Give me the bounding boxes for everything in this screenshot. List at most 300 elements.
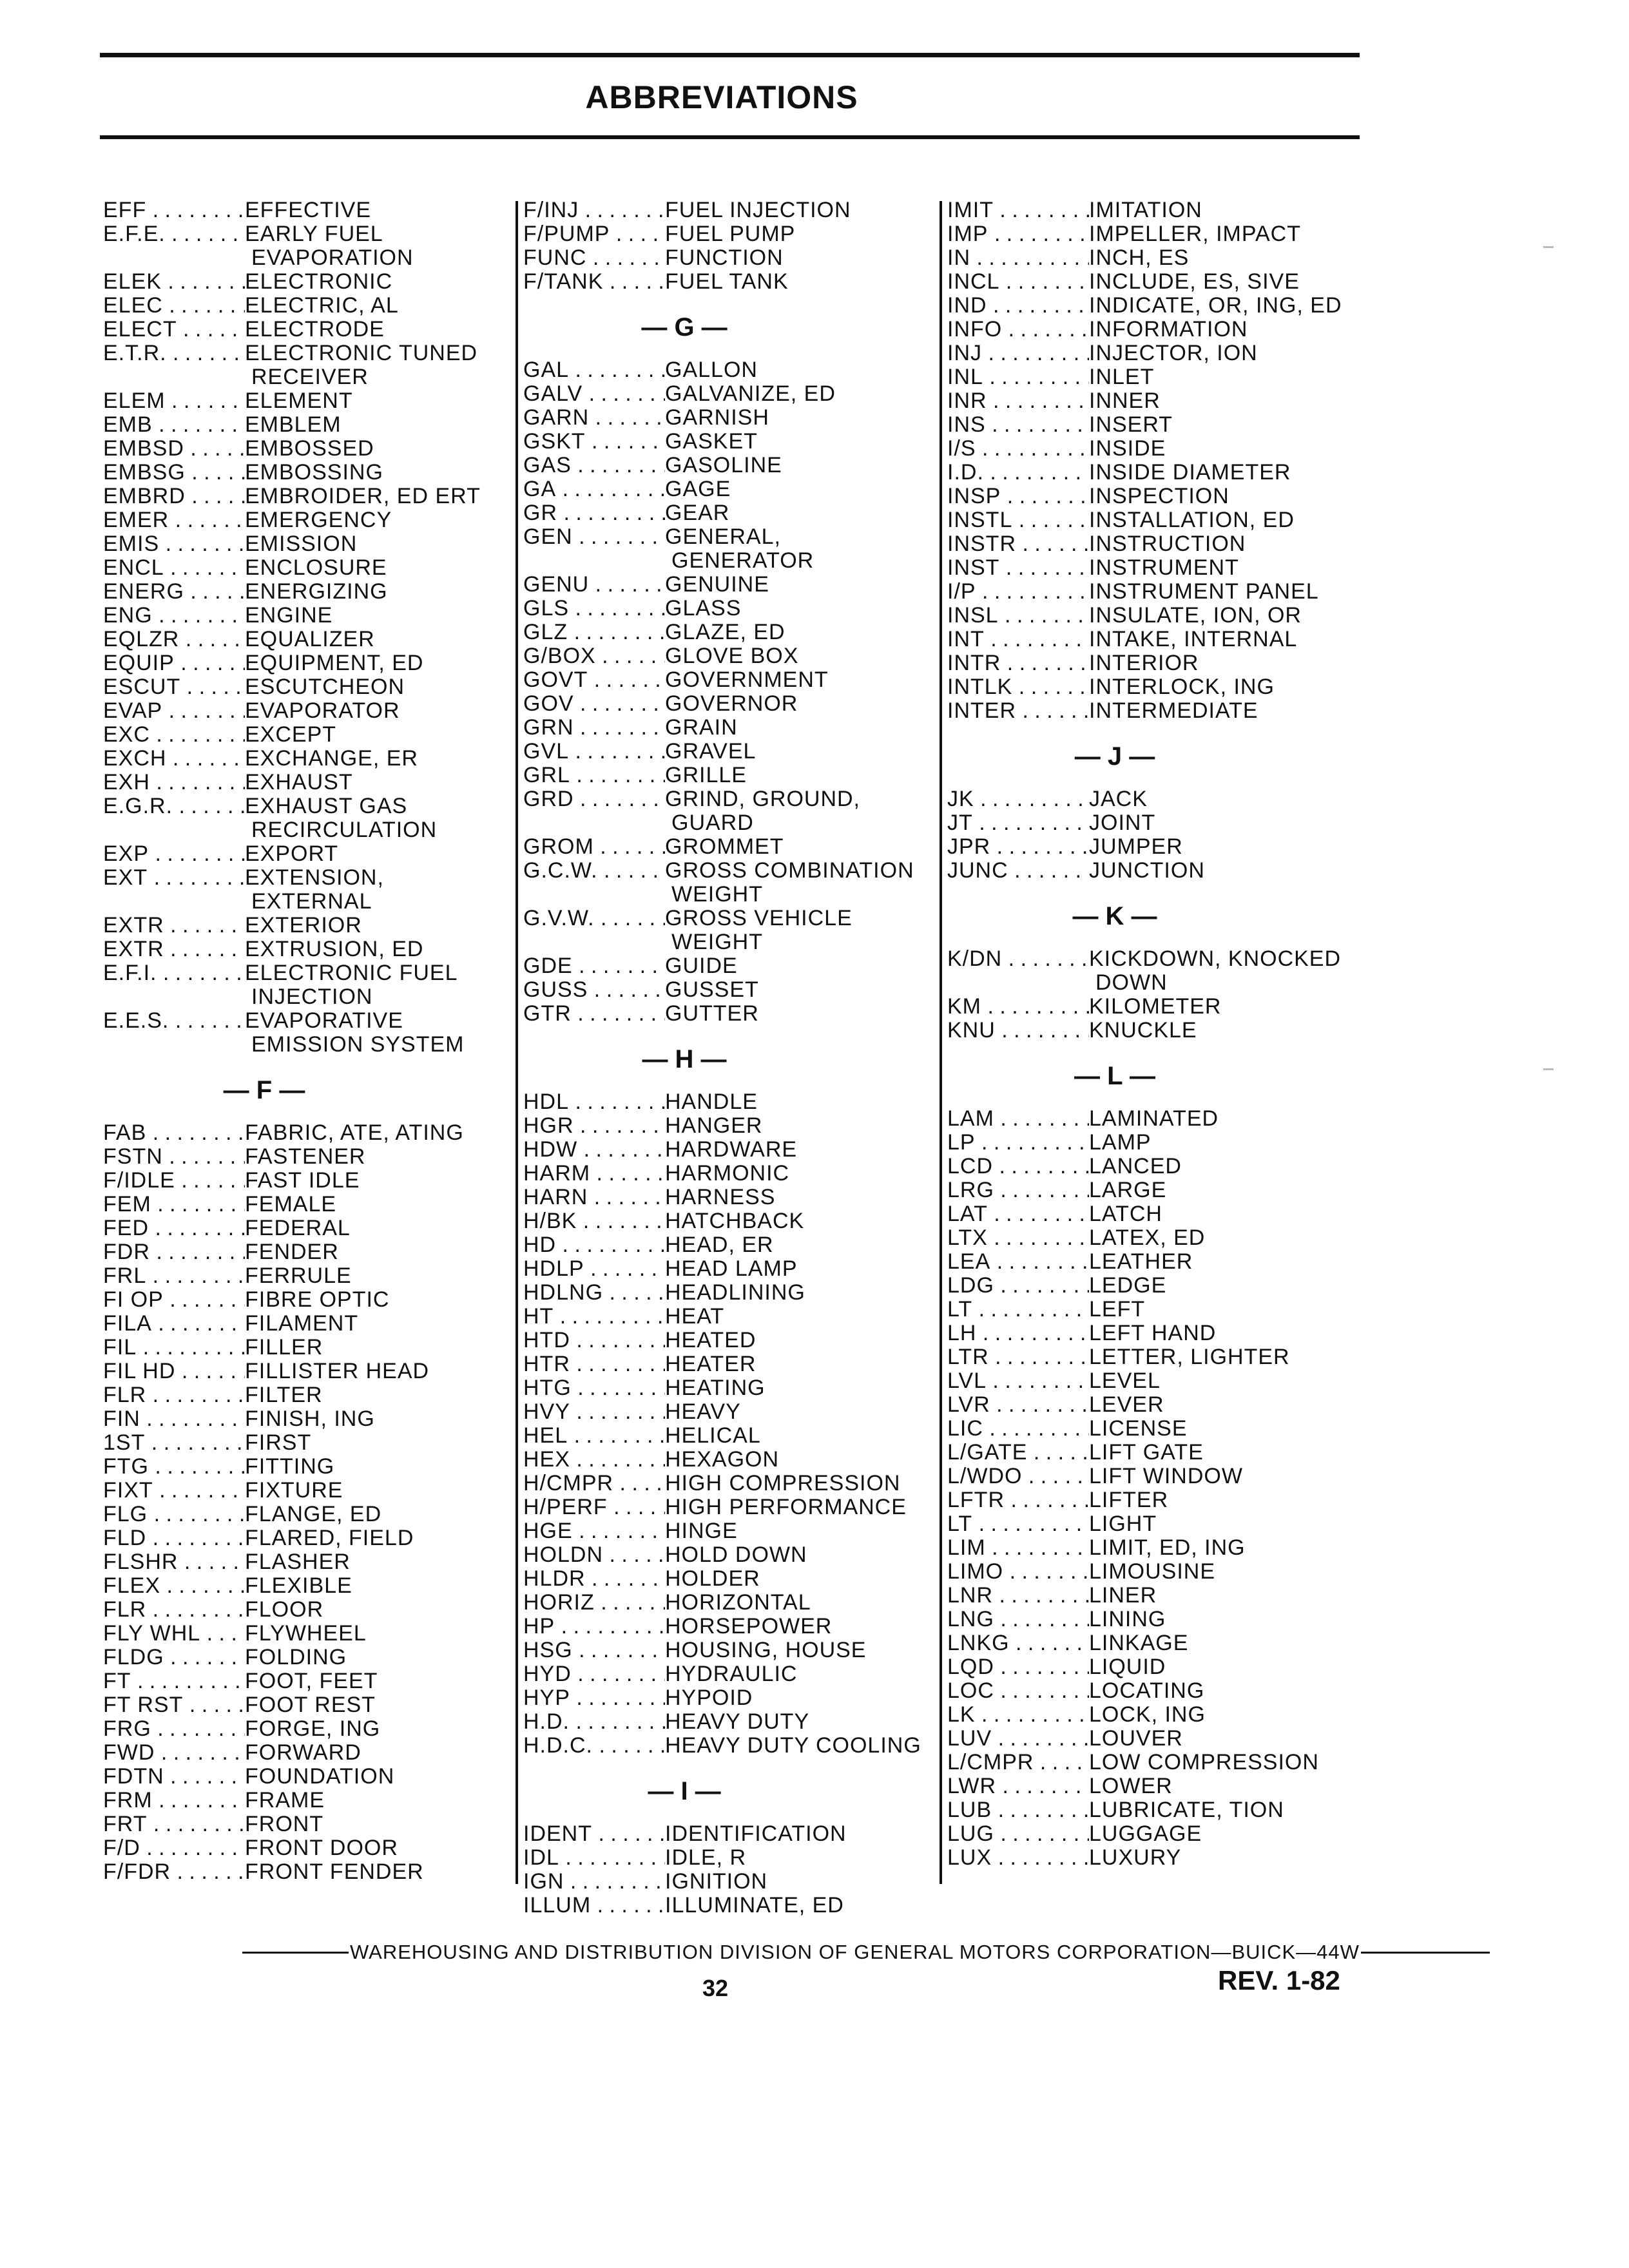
abbreviation: GARN . . . [523, 406, 665, 430]
abbreviation-meaning: HEAD LAMP [665, 1256, 798, 1281]
abbreviation-meaning-line: DOWN [1095, 970, 1168, 995]
abbreviation-entry [947, 1393, 1360, 1417]
abbreviation: INSP . . . [947, 485, 1089, 508]
abbreviation-meaning: HARMONIC [665, 1161, 790, 1186]
abbreviation-entry [947, 1298, 1360, 1321]
abbreviation-meaning: INDICATE, OR, ING, ED [1089, 293, 1342, 318]
abbreviation: LEA . . . [947, 1250, 1089, 1274]
abbreviation: INSTL . . . [947, 508, 1089, 532]
abbreviation-entry [523, 907, 923, 930]
abbreviation: HYD . . . [523, 1662, 665, 1686]
abbreviation-entry [103, 961, 503, 985]
abbreviation-entry [103, 1169, 503, 1193]
abbreviation-meaning: LINING [1089, 1607, 1166, 1631]
abbreviation-meaning: FOLDING [245, 1645, 347, 1669]
abbreviation-entry [103, 270, 503, 294]
abbreviation-meaning: LEFT [1089, 1297, 1146, 1321]
abbreviation-meaning: IDLE, R [665, 1845, 747, 1870]
abbreviation-meaning: LUGGAGE [1089, 1821, 1202, 1846]
abbreviation: EMBSD . . . [103, 437, 245, 461]
abbreviation-meaning: LARGE [1089, 1178, 1167, 1202]
abbreviation: HT . . . [523, 1305, 665, 1329]
abbreviation: INTER . . . [947, 699, 1089, 723]
abbreviation: JT . . . [947, 811, 1089, 835]
abbreviation-entry [103, 1598, 503, 1622]
abbreviation-entry [947, 1441, 1360, 1465]
abbreviation-meaning: INTAKE, INTERNAL [1089, 627, 1298, 651]
abbreviation-meaning: INSIDE [1089, 436, 1166, 461]
abbreviation-meaning: HEATED [665, 1328, 757, 1352]
abbreviation-meaning: FABRIC, ATE, ATING [245, 1120, 464, 1145]
abbreviation-meaning: ELECTRONIC TUNED [245, 341, 478, 365]
revision-label: REV. 1-82 [1218, 1965, 1340, 1995]
abbreviation-meaning: FOUNDATION [245, 1764, 395, 1789]
section-heading: — L — [1074, 1062, 1155, 1090]
abbreviation-meaning: HORSEPOWER [665, 1614, 833, 1639]
abbreviation-meaning: GALLON [665, 358, 758, 382]
abbreviation: IND . . . [947, 294, 1089, 318]
abbreviation-meaning: LOW COMPRESSION [1089, 1750, 1319, 1774]
abbreviation: GRN . . . [523, 716, 665, 740]
abbreviation: LUG . . . [947, 1822, 1089, 1846]
abbreviation: INR . . . [947, 389, 1089, 413]
abbreviation: G/BOX . . . [523, 644, 665, 668]
abbreviation-meaning: LINKAGE [1089, 1631, 1189, 1655]
abbreviation-meaning: INTERLOCK, ING [1089, 675, 1275, 699]
abbreviation-entry [947, 1798, 1360, 1822]
abbreviation: GR . . . [523, 501, 665, 525]
abbreviation-entry [947, 1369, 1360, 1393]
abbreviation: ESCUT . . . [103, 675, 245, 699]
abbreviation-entry [947, 270, 1360, 294]
abbreviation-meaning: GRILLE [665, 763, 747, 787]
abbreviation: INT . . . [947, 628, 1089, 651]
abbreviation-entry [947, 1155, 1360, 1178]
abbreviation-meaning: IMITATION [1089, 198, 1202, 222]
abbreviation-entry [523, 1002, 923, 1026]
abbreviation-meaning: LUBRICATE, TION [1089, 1798, 1284, 1822]
abbreviation: LWR . . . [947, 1774, 1089, 1798]
abbreviation: FRT . . . [103, 1812, 245, 1836]
abbreviation: FLDG . . . [103, 1646, 245, 1669]
abbreviation-meaning: GOVERNOR [665, 691, 798, 716]
abbreviation-meaning-continued [103, 890, 503, 914]
abbreviation-meaning: GRIND, GROUND, [665, 787, 860, 811]
abbreviation: GUSS . . . [523, 978, 665, 1002]
abbreviation: EXH . . . [103, 771, 245, 794]
abbreviation-meaning-continued [947, 971, 1360, 995]
abbreviation: INS . . . [947, 413, 1089, 437]
abbreviation: JPR . . . [947, 835, 1089, 859]
abbreviation-meaning: FIXTURE [245, 1478, 343, 1503]
abbreviation-entry [103, 604, 503, 628]
abbreviation: GALV . . . [523, 382, 665, 406]
abbreviation-meaning: KNUCKLE [1089, 1018, 1197, 1043]
abbreviation: ELEK . . . [103, 270, 245, 294]
abbreviation-meaning: EXHAUST [245, 770, 353, 794]
abbreviation-entry [523, 573, 923, 597]
abbreviation-meaning: FRONT FENDER [245, 1860, 424, 1884]
abbreviation: INSTR . . . [947, 532, 1089, 556]
abbreviation-entry [103, 1288, 503, 1312]
abbreviation: IMP . . . [947, 222, 1089, 246]
abbreviation: INTLK . . . [947, 675, 1089, 699]
abbreviation-entry [103, 842, 503, 866]
abbreviation-meaning: FLYWHEEL [245, 1621, 367, 1646]
abbreviation-meaning: INNER [1089, 389, 1161, 413]
abbreviation-entry [523, 430, 923, 454]
abbreviation-meaning: LEVER [1089, 1392, 1164, 1417]
abbreviation: IN . . . [947, 246, 1089, 270]
abbreviation: FT RST . . . [103, 1693, 245, 1717]
abbreviation-entry [103, 1240, 503, 1264]
abbreviation-entry [103, 1860, 503, 1884]
abbreviation-entry [523, 1114, 923, 1138]
abbreviation-entry [947, 1655, 1360, 1679]
abbreviation-meaning: INCH, ES [1089, 245, 1190, 270]
abbreviation: LP . . . [947, 1131, 1089, 1155]
abbreviation-entry [523, 668, 923, 692]
abbreviation-entry [103, 651, 503, 675]
abbreviation: FLR . . . [103, 1598, 245, 1622]
abbreviation-meaning: GUTTER [665, 1001, 759, 1026]
abbreviation-meaning: EXCHANGE, ER [245, 746, 418, 771]
abbreviation-entry [523, 1567, 923, 1591]
abbreviation: KNU . . . [947, 1019, 1089, 1043]
abbreviation: GRL . . . [523, 764, 665, 787]
abbreviation: JK . . . [947, 787, 1089, 811]
abbreviation-entry [103, 1550, 503, 1574]
abbreviation-entry [523, 1639, 923, 1662]
abbreviation: LAT . . . [947, 1202, 1089, 1226]
abbreviation-entry [947, 413, 1360, 437]
abbreviation-meaning-line: GUARD [671, 811, 754, 835]
abbreviation-entry [947, 437, 1360, 461]
abbreviation: F/INJ . . . [523, 198, 665, 222]
abbreviation: G.V.W. . . . [523, 907, 665, 930]
abbreviation: FDTN . . . [103, 1765, 245, 1789]
abbreviation: INJ . . . [947, 341, 1089, 365]
abbreviation: 1ST . . . [103, 1431, 245, 1455]
abbreviation-entry [103, 1693, 503, 1717]
abbreviation-entry [523, 1257, 923, 1281]
abbreviation-meaning: HEAT [665, 1304, 725, 1329]
abbreviation-meaning: JACK [1089, 787, 1148, 811]
abbreviation: FLEX . . . [103, 1574, 245, 1598]
abbreviation: GEN . . . [523, 525, 665, 549]
abbreviation: FUNC . . . [523, 246, 665, 270]
abbreviation-entry [523, 1822, 923, 1846]
abbreviation: IDL . . . [523, 1846, 665, 1870]
abbreviation-entry [103, 341, 503, 365]
abbreviation-entry [947, 1417, 1360, 1441]
abbreviation-meaning-continued [523, 930, 923, 954]
abbreviation: INCL . . . [947, 270, 1089, 294]
abbreviation-meaning: EFFECTIVE [245, 198, 372, 222]
abbreviation: E.E.S. . . . [103, 1009, 245, 1033]
abbreviation: INFO . . . [947, 318, 1089, 341]
abbreviation-meaning: GOVERNMENT [665, 668, 829, 692]
abbreviation: FI OP . . . [103, 1288, 245, 1312]
abbreviation-entry [523, 270, 923, 294]
abbreviation: LRG . . . [947, 1178, 1089, 1202]
abbreviation: GSKT . . . [523, 430, 665, 454]
abbreviation: HEL . . . [523, 1424, 665, 1448]
abbreviation-meaning: LIFT WINDOW [1089, 1464, 1243, 1488]
abbreviation-meaning: FORGE, ING [245, 1716, 381, 1741]
abbreviation-meaning: EXTENSION, [245, 865, 384, 890]
abbreviation-meaning: HEAVY DUTY [665, 1709, 810, 1734]
abbreviation-meaning: JUNCTION [1089, 858, 1205, 883]
abbreviation: ENERG . . . [103, 580, 245, 604]
abbreviation-entry [947, 485, 1360, 508]
abbreviation-meaning: FLANGE, ED [245, 1502, 382, 1526]
abbreviation-entry [103, 222, 503, 246]
abbreviation: F/D . . . [103, 1836, 245, 1860]
abbreviation-meaning: LATCH [1089, 1202, 1162, 1226]
abbreviation: FLSHR . . . [103, 1550, 245, 1574]
abbreviation: EQLZR . . . [103, 628, 245, 651]
abbreviation-meaning-line: WEIGHT [671, 930, 763, 954]
abbreviation-entry [523, 1710, 923, 1734]
abbreviation-meaning: ENERGIZING [245, 579, 388, 604]
abbreviation-meaning-line: WEIGHT [671, 882, 763, 907]
abbreviation-entry [523, 1448, 923, 1472]
abbreviation: IDENT . . . [523, 1822, 665, 1846]
abbreviation: HSG . . . [523, 1639, 665, 1662]
abbreviation-meaning: ELECTRODE [245, 317, 385, 341]
abbreviation-meaning: GLAZE, ED [665, 620, 786, 644]
abbreviation-entry [103, 866, 503, 890]
abbreviation: L/GATE . . . [947, 1441, 1089, 1465]
abbreviation-entry [103, 1669, 503, 1693]
abbreviation: EXP . . . [103, 842, 245, 866]
abbreviation: HTD . . . [523, 1329, 665, 1352]
abbreviation: ENG . . . [103, 604, 245, 628]
abbreviation-entry [103, 556, 503, 580]
margin-mark [1543, 246, 1554, 248]
abbreviation-entry [103, 198, 503, 222]
abbreviation-entry [523, 1162, 923, 1186]
abbreviation: FIN . . . [103, 1407, 245, 1431]
abbreviation: HLDR . . . [523, 1567, 665, 1591]
abbreviation-entry [103, 675, 503, 699]
abbreviation-meaning: HANDLE [665, 1090, 758, 1114]
abbreviation-meaning: FLEXIBLE [245, 1573, 352, 1598]
abbreviation: GOV . . . [523, 692, 665, 716]
abbreviation-meaning-continued [523, 549, 923, 573]
abbreviation-meaning: ILLUMINATE, ED [665, 1893, 844, 1917]
abbreviation-meaning: KICKDOWN, KNOCKED [1089, 947, 1342, 971]
abbreviation: ELEM . . . [103, 389, 245, 413]
abbreviation-meaning: GARNISH [665, 405, 769, 430]
abbreviation-entry [947, 1751, 1360, 1774]
abbreviation: FLD . . . [103, 1526, 245, 1550]
abbreviation-entry [103, 294, 503, 318]
abbreviation-meaning: LAMP [1089, 1130, 1152, 1155]
abbreviation-meaning: HARDWARE [665, 1137, 798, 1162]
abbreviation-meaning: FITTING [245, 1454, 335, 1479]
abbreviation: LUX . . . [947, 1846, 1089, 1870]
abbreviation: LUV . . . [947, 1727, 1089, 1751]
abbreviation-meaning-line: RECIRCULATION [251, 818, 438, 842]
abbreviation-meaning: HINGE [665, 1519, 738, 1543]
abbreviation: E.F.E. . . . [103, 222, 245, 246]
abbreviation-entry [523, 1352, 923, 1376]
abbreviation-entry [523, 620, 923, 644]
abbreviation-meaning: LOUVER [1089, 1726, 1183, 1751]
abbreviation: INTR . . . [947, 651, 1089, 675]
abbreviation-entry [947, 389, 1360, 413]
abbreviation: EQUIP . . . [103, 651, 245, 675]
abbreviation: LIM . . . [947, 1536, 1089, 1560]
abbreviation-entry [947, 1019, 1360, 1043]
page-title: ABBREVIATIONS [585, 79, 858, 115]
abbreviation-meaning: LIQUID [1089, 1655, 1166, 1679]
abbreviation-entry [947, 604, 1360, 628]
abbreviation: LT . . . [947, 1512, 1089, 1536]
abbreviation-meaning: FOOT, FEET [245, 1669, 378, 1693]
abbreviation: HORIZ . . . [523, 1591, 665, 1615]
abbreviation-meaning-line: RECEIVER [251, 365, 369, 389]
abbreviation-meaning: GALVANIZE, ED [665, 381, 836, 406]
abbreviation-entry [103, 628, 503, 651]
abbreviation-entry [523, 525, 923, 549]
abbreviation-entry [103, 389, 503, 413]
page-number: 32 [702, 1975, 729, 2001]
footer [0, 1941, 1629, 1964]
abbreviation: JUNC . . . [947, 859, 1089, 883]
abbreviation-meaning: LIGHT [1089, 1512, 1157, 1536]
abbreviation: EXTR . . . [103, 914, 245, 937]
abbreviation: IMIT . . . [947, 198, 1089, 222]
abbreviation-meaning: HEATER [665, 1352, 757, 1376]
abbreviation-meaning: FILLISTER HEAD [245, 1359, 430, 1383]
abbreviation: FLY WHL . . . [103, 1622, 245, 1646]
abbreviation-meaning: GEAR [665, 501, 730, 525]
abbreviation-meaning: INSTALLATION, ED [1089, 508, 1295, 532]
abbreviation-entry [103, 1455, 503, 1479]
abbreviation-entry [523, 644, 923, 668]
abbreviation-meaning: ENCLOSURE [245, 555, 387, 580]
abbreviation-entry [523, 246, 923, 270]
footer-text: WAREHOUSING AND DISTRIBUTION DIVISION OF GENERAL MOTORS CORPORATION—BUICK—44W [350, 1941, 1360, 1963]
abbreviation-entry [103, 1479, 503, 1503]
abbreviation-entry [103, 485, 503, 508]
abbreviation: GVL . . . [523, 740, 665, 764]
abbreviation: INSL . . . [947, 604, 1089, 628]
abbreviation: H.D. . . . [523, 1710, 665, 1734]
abbreviation: HTG . . . [523, 1376, 665, 1400]
abbreviation-meaning: EARLY FUEL [245, 222, 383, 246]
abbreviation-meaning-line: EXTERNAL [251, 889, 372, 914]
abbreviation: L/CMPR . . . [947, 1751, 1089, 1774]
abbreviation-meaning: FRONT [245, 1812, 324, 1836]
abbreviation-meaning: IDENTIFICATION [665, 1821, 847, 1846]
abbreviation-entry [947, 1131, 1360, 1155]
abbreviation-meaning-continued [523, 811, 923, 835]
abbreviation-meaning: FEMALE [245, 1192, 337, 1216]
abbreviation: GTR . . . [523, 1002, 665, 1026]
abbreviation: HARN . . . [523, 1186, 665, 1209]
abbreviation-meaning: EXHAUST GAS [245, 794, 408, 818]
abbreviation: FT . . . [103, 1669, 245, 1693]
abbreviation: I.D. . . . [947, 461, 1089, 485]
abbreviation-meaning: FILAMENT [245, 1311, 359, 1336]
abbreviation-meaning: ELECTRIC, AL [245, 293, 399, 318]
abbreviation: LIC . . . [947, 1417, 1089, 1441]
abbreviation-entry [103, 1717, 503, 1741]
abbreviation-meaning: IGNITION [665, 1869, 768, 1894]
abbreviation-meaning: LOCATING [1089, 1678, 1205, 1703]
abbreviation: HOLDN . . . [523, 1543, 665, 1567]
abbreviation-entry [103, 747, 503, 771]
abbreviation: HVY . . . [523, 1400, 665, 1424]
abbreviation-entry [947, 1250, 1360, 1274]
abbreviation-meaning: INCLUDE, ES, SIVE [1089, 269, 1300, 294]
abbreviation-entry [523, 1376, 923, 1400]
abbreviation: LTR . . . [947, 1345, 1089, 1369]
abbreviation-meaning: LUXURY [1089, 1845, 1182, 1870]
abbreviation-entry [523, 454, 923, 477]
abbreviation-meaning: JUMPER [1089, 834, 1183, 859]
abbreviation-meaning: LEVEL [1089, 1369, 1161, 1393]
abbreviation-meaning: GROSS COMBINATION [665, 858, 914, 883]
abbreviation: LAM . . . [947, 1107, 1089, 1131]
abbreviation-entry [103, 937, 503, 961]
abbreviation-entry [947, 1727, 1360, 1751]
abbreviation: LIMO . . . [947, 1560, 1089, 1584]
abbreviation-meaning: EMERGENCY [245, 508, 392, 532]
abbreviation-meaning: HANGER [665, 1113, 763, 1138]
abbreviation-meaning: LEFT HAND [1089, 1321, 1217, 1345]
abbreviation-meaning: FEDERAL [245, 1216, 351, 1240]
abbreviation-entry [523, 477, 923, 501]
abbreviation-entry [103, 771, 503, 794]
abbreviation-entry [103, 1009, 503, 1033]
abbreviation: ELECT . . . [103, 318, 245, 341]
abbreviation-meaning: FENDER [245, 1240, 339, 1264]
abbreviation-meaning: LOWER [1089, 1774, 1173, 1798]
abbreviation: ENCL . . . [103, 556, 245, 580]
abbreviation-meaning: GROMMET [665, 834, 784, 859]
abbreviation-entry [947, 947, 1360, 971]
abbreviation-entry [523, 1305, 923, 1329]
abbreviation-column-2 [523, 198, 923, 1917]
abbreviation-meaning: FERRULE [245, 1264, 352, 1288]
abbreviation: EMB . . . [103, 413, 245, 437]
abbreviation: FED . . . [103, 1216, 245, 1240]
section-heading: — I — [648, 1777, 721, 1805]
abbreviation-meaning: HYPOID [665, 1686, 753, 1710]
abbreviation-meaning: LATEX, ED [1089, 1225, 1206, 1250]
abbreviation-entry [947, 1584, 1360, 1608]
abbreviation: I/S . . . [947, 437, 1089, 461]
abbreviation-meaning: EXCEPT [245, 722, 337, 747]
abbreviation-meaning: HYDRAULIC [665, 1662, 798, 1686]
abbreviation-meaning: INSTRUMENT [1089, 555, 1239, 580]
abbreviation: FDR . . . [103, 1240, 245, 1264]
abbreviation-entry [523, 740, 923, 764]
abbreviation-meaning: HOLDER [665, 1566, 760, 1591]
abbreviation-entry [947, 1774, 1360, 1798]
abbreviation: E.G.R. . . . [103, 794, 245, 818]
abbreviation-meaning-continued [103, 365, 503, 389]
abbreviation-meaning: GLOVE BOX [665, 644, 799, 668]
abbreviation-entry [523, 1870, 923, 1894]
abbreviation-meaning-continued [103, 985, 503, 1009]
abbreviation-entry [523, 1209, 923, 1233]
